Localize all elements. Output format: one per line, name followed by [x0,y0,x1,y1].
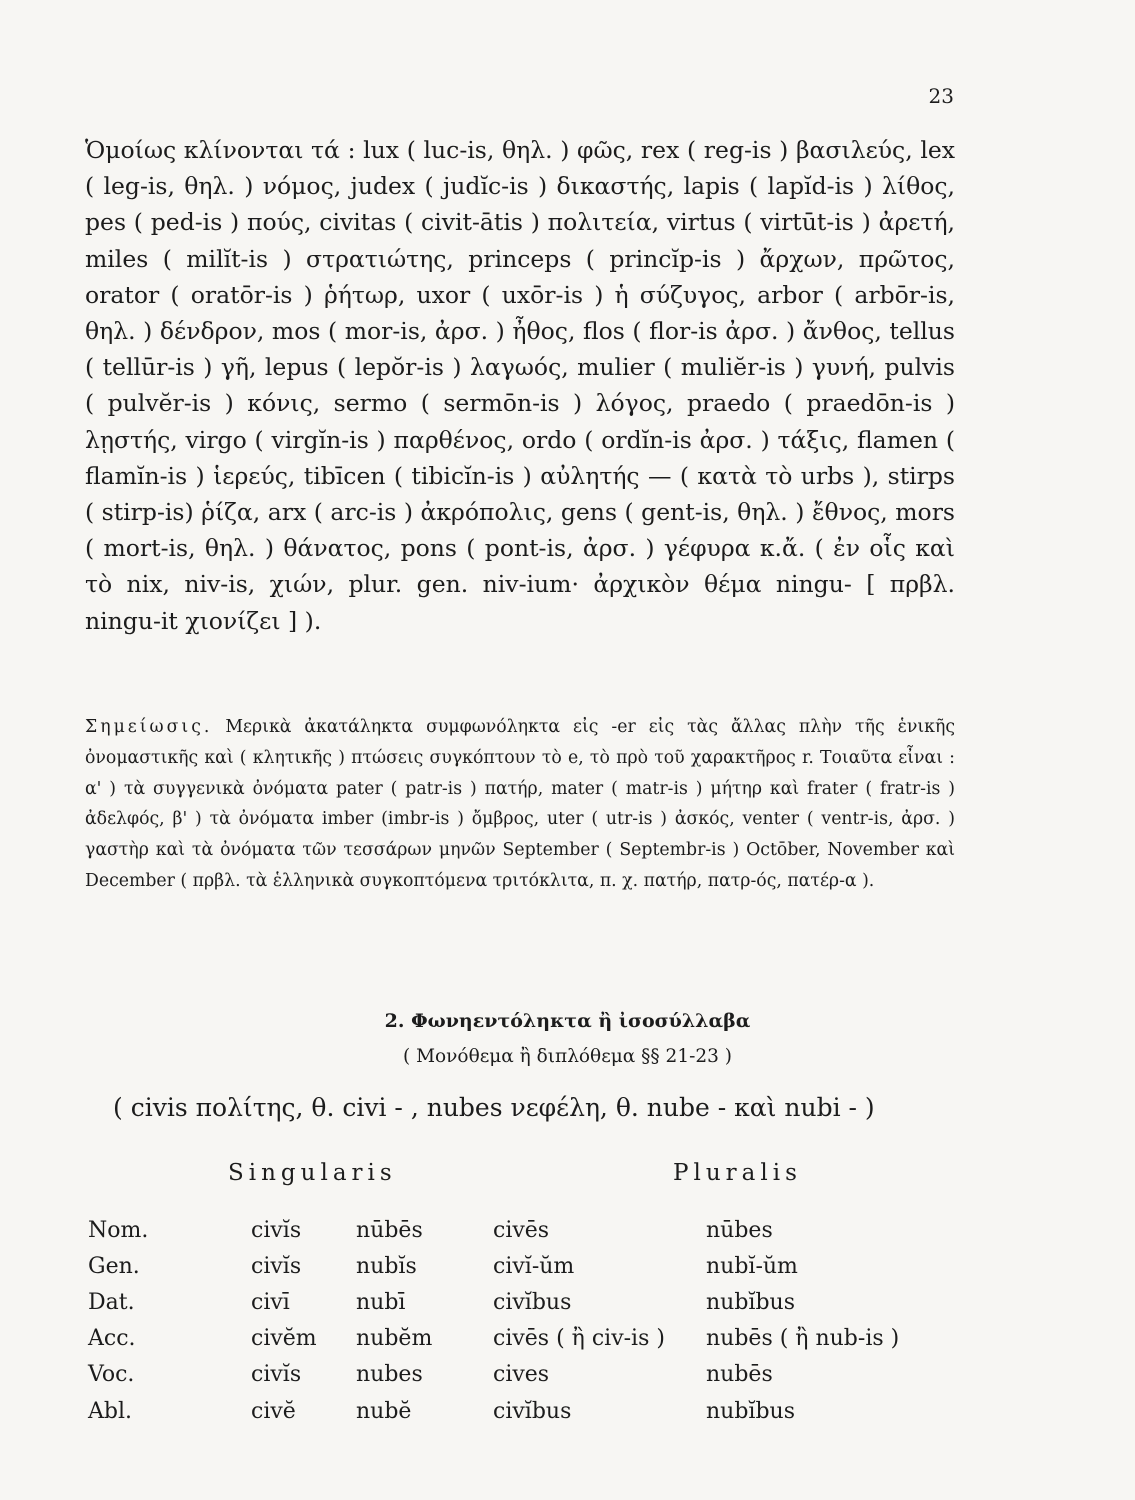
singular-heading: Singularis [228,1160,397,1186]
case-label: Abl. [88,1398,132,1424]
plural-nubes: nūbes [706,1217,773,1243]
note-label: Σημείωσις. [85,717,213,737]
case-label: Dat. [88,1289,135,1315]
plural-civis: civēs ( ἢ civ-is ) [493,1326,665,1352]
page-number: 23 [928,84,954,108]
declension-table [88,1212,946,1429]
note-text: Μερικὰ ἀκατάληκτα συμφωνόληκτα εἰς -er εἰς τὰς ἄλλας πλὴν τῆς ἑνικῆς ὀνομαστικῆς καὶ ( κλητικῆς ) πτώσεις συγκόπτουν τὸ e, τὸ πρὸ τοῦ χαρακτῆρος r. Τοιαῦτα εἶναι : α' ) τὰ συγγενικὰ ὀνόματα pater ( patr-is ) πατήρ, mater ( matr-is ) μήτηρ καὶ frater ( fratr-is ) ἀδελφός, β' ) τὰ ὀνόματα imber (imbr-is ) ὄμβρος, uter ( utr-is ) ἀσκός, venter ( ventr-is, ἀρσ. ) γαστὴρ καὶ τὰ ὀνόματα τῶν τεσσάρων μηνῶν September ( Septembr-is ) Octōber, November καὶ December ( πρβλ. τὰ ἑλληνικὰ συγκοπτόμενα τριτόκλιτα, π. χ. πατήρ, πατρ-ός, πατέρ-α ). [85,717,955,891]
case-label: Acc. [88,1326,136,1352]
plural-nubes: nubēs ( ἢ nub-is ) [706,1326,900,1352]
plural-nubes: nubĭ-ŭm [706,1253,798,1279]
table-row [88,1357,946,1393]
section-subheading: ( Μονόθεμα ἢ διπλόθεμα §§ 21-23 ) [403,1046,732,1067]
plural-heading: Pluralis [673,1160,802,1186]
singular-civis: civĕ [251,1398,296,1424]
case-label: Voc. [88,1362,135,1388]
case-label: Gen. [88,1253,140,1279]
table-row [88,1321,946,1357]
singular-nubes: nūbēs [356,1217,423,1243]
table-row [88,1212,946,1248]
singular-civis: civĕm [251,1326,317,1352]
plural-nubes: nubĭbus [706,1398,795,1424]
singular-nubes: nubĕm [356,1326,433,1352]
singular-civis: civĭs [251,1362,302,1388]
stems-line: ( civis πολίτης, θ. civi - , nubes νεφέλη, θ. nube - καὶ nubi - ) [113,1093,875,1122]
plural-civis: civĭ-ŭm [493,1253,575,1279]
plural-civis: civĭbus [493,1289,572,1315]
table-row [88,1284,946,1320]
singular-nubes: nubī [356,1289,406,1315]
case-label: Nom. [88,1217,149,1243]
plural-civis: civĭbus [493,1398,572,1424]
singular-civis: civī [251,1289,290,1315]
singular-nubes: nubes [356,1362,423,1388]
singular-civis: civĭs [251,1253,302,1279]
table-row [88,1393,946,1429]
main-paragraph: Ὁμοίως κλίνονται τά : lux ( luc-is, θηλ. ) φῶς, rex ( reg-is ) βασιλεύς, lex ( leg-is, θηλ. ) νόμος, judex ( judĭc-is ) δικαστής, lapis ( lapĭd-is ) λίθος, pes ( ped-is ) πούς, civitas ( civit-ātis ) πολιτεία, virtus ( virtūt-is ) ἀρετή, miles ( milĭt-is ) στρατιώτης, princeps ( princĭp-is ) ἄρχων, πρῶτος, orator ( oratōr-is ) ῥήτωρ, uxor ( uxōr-is ) ἡ σύζυγος, arbor ( arbōr-is, θηλ. ) δένδρον, mos ( mor-is, ἀρσ. ) ἦθος, flos ( flor-is ἀρσ. ) ἄνθος, tellus ( tellūr-is ) γῆ, lepus ( lepŏr-is ) λαγωός, mulier ( muliĕr-is ) γυνή, pulvis ( pulvĕr-is ) κόνις, sermo ( sermōn-is ) λόγος, praedo ( praedōn-is ) λῃστής, virgo ( virgĭn-is ) παρθένος, ordo ( ordĭn-is ἀρσ. ) τάξις, flamen ( flamĭn-is ) ἱερεύς, tibīcen ( tibicĭn-is ) αὐλητής — ( κατὰ τὸ urbs ), stirps ( stirp-is) ῥίζα, arx ( arc-is ) ἀκρόπολις, gens ( gent-is, θηλ. ) ἔθνος, mors ( mort-is, θηλ. ) θάνατος, pons ( pont-is, ἀρσ. ) γέφυρα κ.ἄ. ( ἐν οἷς καὶ τὸ nix, niv-is, χιών, plur. gen. niv-ium· ἀρχικὸν θέμα ningu- [ πρβλ. ningu-it χιονίζει ] ). [85,136,955,635]
plural-nubes: nubĭbus [706,1289,795,1315]
plural-civis: cives [493,1362,550,1388]
singular-nubes: nubĕ [356,1398,412,1424]
section-heading: 2. Φωνηεντόληκτα ἢ ἰσοσύλλαβα [384,1010,751,1032]
singular-nubes: nubĭs [356,1253,417,1279]
table-row [88,1248,946,1284]
plural-nubes: nubēs [706,1362,773,1388]
plural-civis: civēs [493,1217,550,1243]
note-paragraph [85,712,955,897]
singular-civis: civĭs [251,1217,302,1243]
